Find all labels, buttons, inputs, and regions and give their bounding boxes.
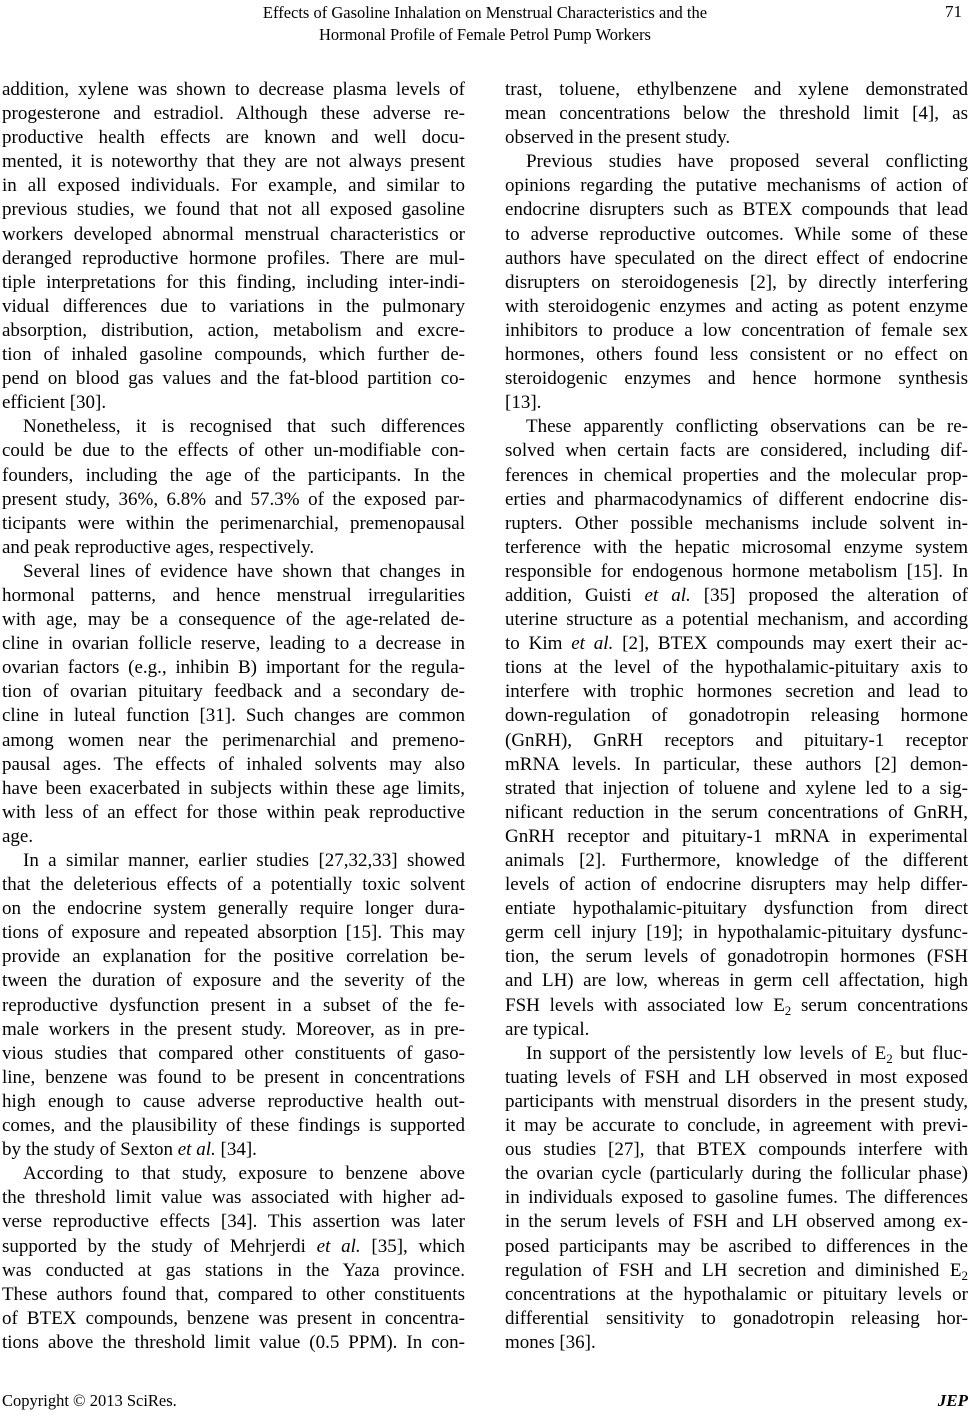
text-line: in individuals exposed to gasoline fumes. The differences bbox=[505, 1187, 968, 1209]
paragraph bbox=[505, 78, 968, 150]
text-line: tion, the serum levels of gonadotropin hormones (FSH bbox=[505, 946, 968, 968]
text-line: According to that study, exposure to benzene above bbox=[23, 1163, 465, 1185]
text-line: present study, 36%, 6.8% and 57.3% of the exposed par- bbox=[2, 488, 465, 510]
text-line: cline in ovarian follicle reserve, leading to a decrease in bbox=[2, 633, 465, 655]
text-line: responsible for endogenous hormone metabolism [15]. In bbox=[505, 560, 968, 582]
text-line: In support of the persistently low levels of $E_2$ but fluc- bbox=[526, 1042, 968, 1066]
text-line: are typical. bbox=[505, 1018, 590, 1040]
text-line: opinions regarding the putative mechanisms of action of bbox=[505, 175, 968, 197]
text-line: authors have speculated on the direct effect of endocrine bbox=[505, 247, 968, 269]
text-line: and peak reproductive ages, respectively. bbox=[2, 536, 315, 558]
text-line: hormonal patterns, and hence menstrual irregularities bbox=[2, 584, 465, 606]
text-line: FSH levels with associated low $E_2$ serum concentrations bbox=[505, 994, 968, 1018]
paragraph bbox=[2, 415, 465, 560]
text-line: nificant reduction in the serum concentrations of GnRH, bbox=[505, 801, 968, 823]
text-line: ticipants were within the perimenarchial, premenopausal bbox=[2, 512, 465, 534]
text-line: on the endocrine system generally require longer dura- bbox=[2, 898, 465, 920]
text-line: endocrine disrupters such as BTEX compounds that lead bbox=[505, 199, 968, 221]
text-line: tween the duration of exposure and the severity of the bbox=[2, 970, 465, 992]
text-line: rupters. Other possible mechanisms include solvent in- bbox=[505, 512, 968, 534]
article-body bbox=[2, 78, 968, 1355]
text-line: in the serum levels of FSH and LH observed among ex- bbox=[505, 1211, 968, 1233]
text-line: mones [36]. bbox=[505, 1331, 596, 1353]
text-line: provide an explanation for the positive correlation be- bbox=[2, 946, 465, 968]
text-line: have been exacerbated in subjects within these age limits, bbox=[2, 777, 465, 799]
text-line: comes, and the plausibility of these findings is supported bbox=[2, 1115, 465, 1137]
text-line: in all exposed individuals. For example, and similar to bbox=[2, 175, 465, 197]
running-title-line1: Effects of Gasoline Inhalation on Menstrual Characteristics and the bbox=[262, 3, 708, 22]
text-line: Previous studies have proposed several conflicting bbox=[526, 151, 968, 173]
text-line: the ovarian cycle (particularly during the follicular phase) bbox=[505, 1163, 968, 1185]
subscript-text: 2 bbox=[784, 1002, 792, 1018]
text-line: observed in the present study. bbox=[505, 127, 731, 149]
text-line: male workers in the present study. Moreover, as in pre- bbox=[2, 1018, 465, 1040]
text-line: GnRH receptor and pituitary-1 mRNA in experimental bbox=[505, 825, 968, 847]
text-line: regulation of FSH and LH secretion and diminished $E_2$ bbox=[505, 1259, 968, 1283]
text-line: to Kim et al. [2], BTEX compounds may exert their ac- bbox=[505, 633, 968, 655]
text-line: with steroidogenic enzymes and acting as potent enzyme bbox=[505, 295, 968, 317]
subscript-text: 2 bbox=[886, 1050, 893, 1066]
text-line: strated that injection of toluene and xylene led to a sig- bbox=[505, 777, 968, 799]
text-line: line, benzene was found to be present in concentrations bbox=[2, 1066, 465, 1088]
text-line: tuating levels of FSH and LH observed in most exposed bbox=[505, 1066, 968, 1088]
text-line: deranged reproductive hormone profiles. There are mul- bbox=[2, 247, 465, 269]
italic-text: et al. bbox=[571, 633, 614, 655]
page-footer bbox=[2, 1390, 968, 1412]
paragraph bbox=[2, 78, 465, 415]
text-line: addition, Guisti et al. [35] proposed the alteration of bbox=[505, 584, 968, 606]
text-line: differential sensitivity to gonadotropin releasing hor- bbox=[505, 1307, 968, 1329]
text-line: with less of an effect for those within peak reproductive bbox=[2, 801, 465, 823]
text-line: verse reproductive effects [34]. This assertion was later bbox=[2, 1211, 465, 1233]
text-line: entiate hypothalamic-pituitary dysfunction from direct bbox=[505, 898, 968, 920]
text-line: [13]. bbox=[505, 392, 542, 414]
text-line: high enough to cause adverse reproductive health out- bbox=[2, 1090, 465, 1112]
text-line: supported by the study of Mehrjerdi et al. [35], which bbox=[2, 1235, 465, 1257]
text-line: founders, including the age of the participants. In the bbox=[2, 464, 465, 486]
text-line: tions of exposure and repeated absorption [15]. This may bbox=[2, 922, 465, 944]
text-line: efficient [30]. bbox=[2, 392, 107, 414]
paragraph bbox=[2, 1162, 465, 1355]
text-line: tiple interpretations for this finding, including inter-indi- bbox=[2, 271, 465, 293]
paragraph bbox=[505, 150, 968, 415]
italic-text: et al. bbox=[177, 1139, 216, 1161]
text-line: the threshold limit value was associated with higher ad- bbox=[2, 1187, 465, 1209]
text-line: vious studies that compared other constituents of gaso- bbox=[2, 1042, 465, 1064]
text-line: ferences in chemical properties and the molecular prop- bbox=[505, 464, 968, 486]
paragraph bbox=[2, 560, 465, 849]
text-line: productive health effects are known and well docu- bbox=[2, 127, 465, 149]
journal-abbreviation: JEP bbox=[937, 1391, 968, 1410]
text-line: Several lines of evidence have shown that changes in bbox=[23, 560, 465, 582]
text-line: ous studies [27], that BTEX compounds interfere with bbox=[505, 1139, 968, 1161]
italic-text: et al. bbox=[644, 584, 691, 606]
text-line: hormones, others found less consistent or no effect on bbox=[505, 344, 968, 366]
subscript-text: 2 bbox=[961, 1267, 968, 1283]
running-title-line2: Hormonal Profile of Female Petrol Pump Workers bbox=[319, 25, 651, 44]
text-line: ovarian factors (e.g., inhibin B) important for the regula- bbox=[2, 657, 465, 679]
text-line: age. bbox=[2, 825, 34, 847]
text-line: inhibitors to produce a low concentration of female sex bbox=[505, 319, 968, 341]
text-line: These apparently conflicting observations can be re- bbox=[526, 416, 968, 438]
text-line: These authors found that, compared to other constituents bbox=[2, 1283, 465, 1305]
text-line: tions above the threshold limit value (0.5 PPM). In con- bbox=[2, 1331, 465, 1353]
text-line: workers developed abnormal menstrual characteristics or bbox=[2, 223, 465, 245]
text-line: tion of ovarian pituitary feedback and a secondary de- bbox=[2, 681, 465, 703]
text-line: cline in luteal function [31]. Such changes are common bbox=[2, 705, 465, 727]
text-line: could be due to the effects of other un-modifiable con- bbox=[2, 440, 465, 462]
text-line: terference with the hepatic microsomal enzyme system bbox=[505, 536, 968, 558]
text-line: was conducted at gas stations in the Yaza province. bbox=[2, 1259, 465, 1281]
text-line: animals [2]. Furthermore, knowledge of the different bbox=[505, 850, 968, 871]
text-line: uterine structure as a potential mechanism, and according bbox=[505, 609, 968, 631]
text-line: posed participants may be ascribed to differences in the bbox=[505, 1235, 968, 1257]
text-line: it may be accurate to conclude, in agreement with previ- bbox=[505, 1115, 968, 1137]
text-line: with age, may be a consequence of the age-related de- bbox=[2, 609, 465, 631]
text-line: germ cell injury [19]; in hypothalamic-pituitary dysfunc- bbox=[505, 922, 968, 944]
text-line: down-regulation of gonadotropin releasing hormone bbox=[505, 705, 968, 727]
column-right bbox=[505, 78, 968, 1355]
text-line: participants with menstrual disorders in the present study, bbox=[505, 1090, 968, 1112]
text-line: disrupters on steroidogenesis [2], by directly interfering bbox=[505, 271, 968, 293]
text-line: mRNA levels. In particular, these authors [2] demon- bbox=[505, 753, 968, 775]
text-line: (GnRH), GnRH receptors and pituitary-1 receptor bbox=[505, 729, 968, 751]
text-line: to adverse reproductive outcomes. While some of these bbox=[505, 223, 968, 245]
text-line: tions at the level of the hypothalamic-pituitary axis to bbox=[505, 657, 968, 679]
text-line: and LH) are low, whereas in germ cell affectation, high bbox=[505, 970, 968, 992]
text-line: by the study of Sexton et al. [34]. bbox=[2, 1139, 257, 1161]
page-number: 71 bbox=[945, 2, 962, 21]
column-left bbox=[2, 78, 465, 1355]
text-line: steroidogenic enzymes and hence hormone synthesis bbox=[505, 368, 968, 390]
text-line: among women near the perimenarchial and premeno- bbox=[2, 729, 465, 751]
paragraph bbox=[505, 415, 968, 1041]
text-line: pend on blood gas values and the fat-blood partition co- bbox=[2, 368, 465, 390]
text-line: interfere with trophic hormones secretion and lead to bbox=[505, 681, 968, 703]
text-line: that the deleterious effects of a potentially toxic solvent bbox=[2, 874, 465, 896]
text-line: pausal ages. The effects of inhaled solvents may also bbox=[2, 753, 465, 775]
running-header bbox=[120, 2, 850, 46]
text-line: tion of inhaled gasoline compounds, which further de- bbox=[2, 344, 465, 366]
text-line: In a similar manner, earlier studies [27,32,33] showed bbox=[23, 850, 465, 871]
text-line: reproductive dysfunction present in a subset of the fe- bbox=[2, 994, 465, 1016]
text-line: previous studies, we found that not all exposed gasoline bbox=[2, 199, 465, 221]
text-line: concentrations at the hypothalamic or pituitary levels or bbox=[505, 1283, 968, 1305]
paragraph bbox=[505, 1042, 968, 1355]
text-line: mean concentrations below the threshold limit [4], as bbox=[505, 103, 968, 125]
paragraph bbox=[2, 849, 465, 1162]
italic-text: et al. bbox=[316, 1235, 361, 1257]
text-line: progesterone and estradiol. Although these adverse re- bbox=[2, 103, 465, 125]
text-line: erties and pharmacodynamics of different endocrine dis- bbox=[505, 488, 968, 510]
text-line: Nonetheless, it is recognised that such differences bbox=[23, 416, 465, 438]
text-line: of BTEX compounds, benzene was present in concentra- bbox=[2, 1307, 465, 1329]
text-line: vidual differences due to variations in the pulmonary bbox=[2, 295, 465, 317]
text-line: absorption, distribution, action, metabolism and excre- bbox=[2, 319, 465, 341]
text-line: solved when certain facts are considered, including dif- bbox=[505, 440, 968, 462]
text-line: levels of action of endocrine disrupters may help differ- bbox=[505, 874, 968, 896]
text-line: addition, xylene was shown to decrease plasma levels of bbox=[2, 79, 465, 100]
text-line: trast, toluene, ethylbenzene and xylene demonstrated bbox=[505, 79, 968, 100]
text-line: mented, it is noteworthy that they are not always present bbox=[2, 151, 465, 173]
copyright-text: Copyright © 2013 SciRes. bbox=[2, 1391, 177, 1410]
